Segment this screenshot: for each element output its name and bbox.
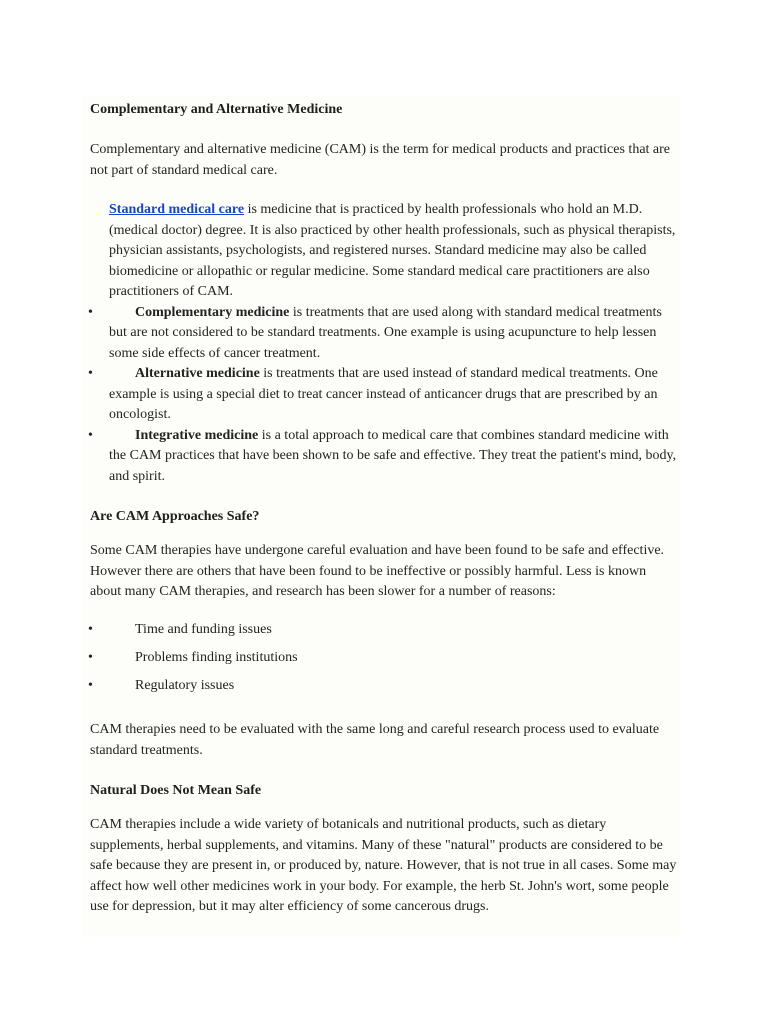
bullet-icon: • (88, 678, 93, 694)
reason-text: Problems finding institutions (135, 649, 298, 665)
list-item (90, 676, 678, 704)
reasons-list (90, 620, 678, 705)
definition-item-alternative (88, 364, 678, 426)
intro-paragraph: Complementary and alternative medicine (CAM) is the term for medical products and practices that are not part of standard medical care. (90, 142, 671, 178)
definition-item-complementary (88, 303, 678, 365)
definition-text: is treatments that are used along with standard medical treatments but are not considered to be standard treatments. One example is using acupuncture to help lessen some side effects of cancer treatment. (109, 304, 662, 361)
definition-term: Integrative medicine (135, 427, 259, 443)
natural-heading: Natural Does Not Mean Safe (90, 783, 262, 799)
standard-care-paragraph (109, 200, 678, 303)
bullet-icon: • (88, 366, 93, 381)
safety-conclusion: CAM therapies need to be evaluated with the same long and careful research process used to evaluate standard treatments. (90, 722, 660, 758)
safety-heading: Are CAM Approaches Safe? (90, 509, 260, 524)
reason-text: Time and funding issues (135, 621, 272, 637)
definition-text: is a total approach to medical care that combines standard medicine with the CAM practices that have been shown to be safe and effective. They treat the patient's mind, body, and spirit. (109, 427, 677, 484)
definition-term: Alternative medicine (135, 366, 260, 381)
safety-paragraph: Some CAM therapies have undergone careful evaluation and have been found to be safe and effective. However there are others that have been found to be ineffective or possibly harmful. Less is known about many CAM therapies, and research has been slower for a number of reasons: (90, 543, 665, 599)
definition-term: Complementary medicine (135, 304, 290, 320)
standard-care-text: is medicine that is practiced by health professionals who hold an M.D. (medical doctor) degree. It is also practiced by other health professionals, such as physical therapists, physician assistants, psychologists, and registered nurses. Standard medicine may also be called biomedicine or allopathic or regular medicine. Some standard medical care practitioners are also practitioners of CAM. (109, 202, 676, 299)
document-content (90, 100, 678, 918)
bullet-icon: • (88, 304, 93, 320)
bullet-icon: • (88, 621, 93, 637)
reason-text: Regulatory issues (135, 678, 235, 694)
list-item (90, 648, 678, 676)
page-title: Complementary and Alternative Medicine (90, 102, 343, 117)
list-item (90, 620, 678, 648)
definition-item-integrative (88, 426, 678, 488)
natural-paragraph: CAM therapies include a wide variety of botanicals and nutritional products, such as dietary supplements, herbal supplements, and vitamins. Many of these "natural" products are considered to be safe because they are present in, or produced by, nature. However, that is not true in all cases. Some may affect how well other medicines work in your body. For example, the herb St. John's wort, some people use for depression, but it may alter efficiency of some cancerous drugs. (90, 817, 677, 915)
definition-text: is treatments that are used instead of standard medical treatments. One example is using a special diet to treat cancer instead of anticancer drugs that are prescribed by an oncologist. (109, 366, 658, 422)
bullet-icon: • (88, 649, 93, 665)
bullet-icon: • (88, 427, 93, 443)
definitions-list (90, 303, 678, 488)
standard-medical-care-link[interactable]: Standard medical care (109, 202, 245, 217)
